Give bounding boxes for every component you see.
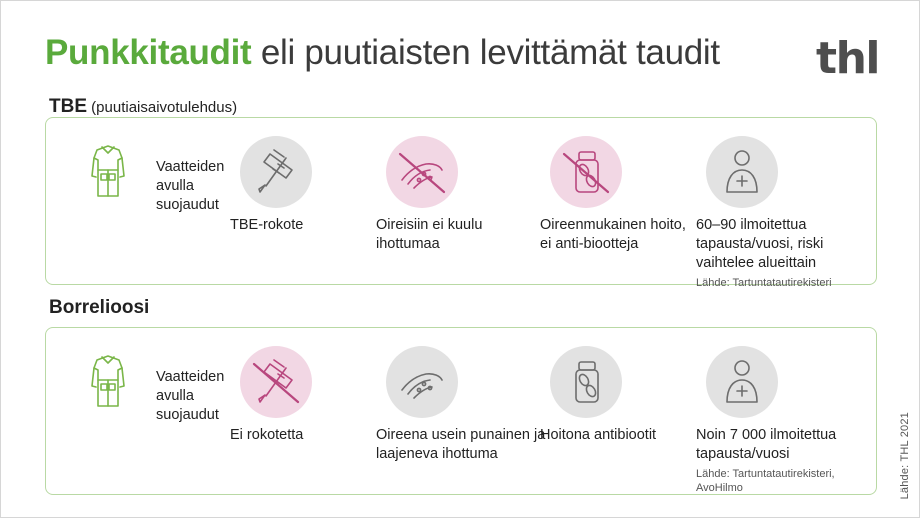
item-tbe-no-antibiotics	[540, 136, 700, 254]
item-source: Lähde: Tartuntatautirekisteri	[696, 277, 832, 289]
item-borrelioosi-rash	[376, 346, 546, 464]
item-caption: Oireena usein punainen ja laajeneva ihottuma	[376, 427, 546, 462]
item-caption: Vaatteiden avulla suojaudut	[156, 369, 225, 423]
patient-person-icon-svg	[706, 346, 778, 418]
page-title-strong: Punkkitaudit	[45, 33, 252, 72]
section-items-tbe	[46, 118, 876, 289]
patient-person-icon-svg	[706, 136, 778, 208]
syringe-crossed-icon	[240, 346, 312, 418]
item-tbe-vaccine	[230, 136, 380, 235]
item-caption: Hoitona antibiootit	[540, 427, 657, 443]
item-caption: Noin 7 000 ilmoitettua tapausta/vuosi	[696, 427, 837, 462]
syringe-icon-svg	[240, 136, 312, 208]
thl-logo: thl	[816, 33, 879, 84]
rash-skin-crossed-icon	[386, 136, 458, 208]
item-caption: Oireenmukainen hoito, ei anti-biootteja	[540, 217, 686, 252]
overall-clothing-icon	[72, 346, 144, 418]
item-tbe-no-rash	[376, 136, 546, 254]
item-borrelioosi-cases	[696, 346, 871, 495]
header	[45, 31, 879, 89]
item-tbe-clothing	[60, 136, 230, 215]
overall-clothing-icon-svg	[72, 136, 144, 208]
item-caption: Ei rokotetta	[230, 427, 304, 443]
pill-bottle-crossed-icon-svg	[550, 136, 622, 208]
item-tbe-cases	[696, 136, 871, 290]
item-source: Lähde: Tartuntatautirekisteri, AvoHilmo	[696, 468, 835, 494]
section-items-borrelioosi	[46, 328, 876, 494]
item-borrelioosi-clothing	[60, 346, 230, 425]
syringe-icon	[240, 136, 312, 208]
item-caption: Vaatteiden avulla suojaudut	[156, 159, 225, 213]
page-title-rest: eli puutiaisten levittämät taudit	[251, 33, 720, 72]
pill-bottle-icon	[550, 346, 622, 418]
rash-skin-crossed-icon-svg	[386, 136, 458, 208]
pill-bottle-crossed-icon	[550, 136, 622, 208]
section-label-tbe-sub: (puutiaisaivotulehdus)	[87, 99, 238, 116]
item-borrelioosi-antibiotics	[540, 346, 700, 445]
item-borrelioosi-no-vaccine	[230, 346, 380, 445]
rash-skin-icon	[386, 346, 458, 418]
item-caption: 60–90 ilmoitettua tapausta/vuosi, riski vaihtelee alueittain	[696, 217, 824, 271]
item-caption: TBE-rokote	[230, 217, 304, 233]
overall-clothing-icon-svg	[72, 346, 144, 418]
section-box-tbe	[45, 117, 877, 289]
rash-skin-icon-svg	[386, 346, 458, 418]
overall-clothing-icon	[72, 136, 144, 208]
item-caption: Oireisiin ei kuulu ihottumaa	[376, 217, 483, 252]
section-box-borrelioosi	[45, 327, 877, 495]
patient-person-icon	[706, 136, 778, 208]
footer-source: Lähde: THL 2021	[899, 411, 911, 499]
pill-bottle-icon-svg	[550, 346, 622, 418]
syringe-crossed-icon-svg	[240, 346, 312, 418]
patient-person-icon	[706, 346, 778, 418]
page-title	[45, 31, 879, 75]
section-label-tbe	[49, 96, 237, 118]
section-label-borrelioosi	[49, 297, 149, 319]
section-label-tbe-strong: TBE	[49, 96, 87, 117]
section-label-borrelioosi-strong: Borrelioosi	[49, 297, 150, 318]
